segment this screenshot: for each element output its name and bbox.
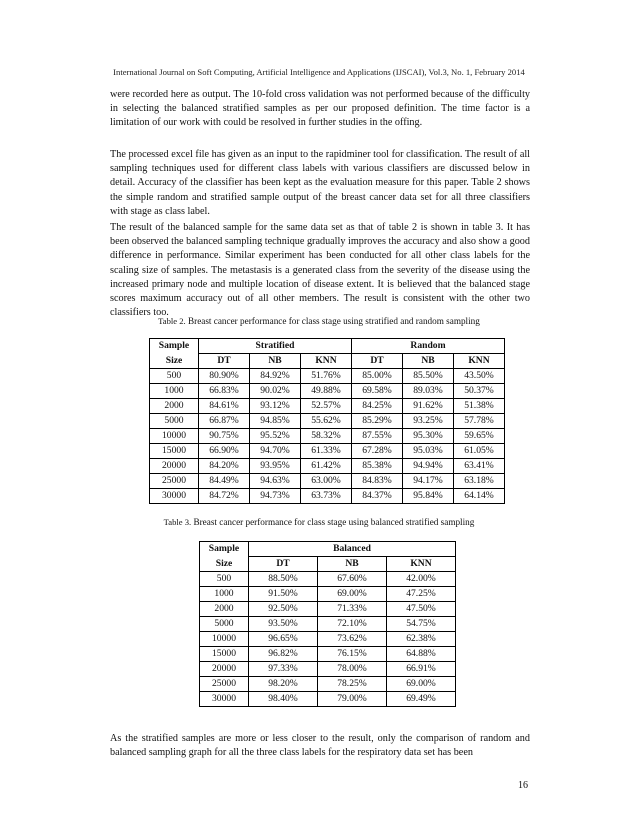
table3-sample-size: 30000 (200, 692, 249, 707)
table3-cell: 54.75% (387, 617, 456, 632)
table2-cell: 63.73% (301, 489, 352, 504)
table2-cell: 63.00% (301, 474, 352, 489)
table3-cell: 88.50% (249, 572, 318, 587)
table3-cell: 93.50% (249, 617, 318, 632)
table3-cell: 91.50% (249, 587, 318, 602)
table2-cell: 63.18% (454, 474, 505, 489)
table2-cell: 58.32% (301, 429, 352, 444)
table2-col-header: NB (250, 354, 301, 369)
table2-cell: 93.25% (403, 414, 454, 429)
table2-cell: 69.58% (352, 384, 403, 399)
table2-sample-size: 5000 (150, 414, 199, 429)
table2-col-header: DT (352, 354, 403, 369)
table2-row (150, 369, 505, 384)
table2-cell: 94.70% (250, 444, 301, 459)
table2-cell: 66.90% (199, 444, 250, 459)
table2-cell: 94.94% (403, 459, 454, 474)
table2-col-header: KNN (454, 354, 505, 369)
table2-cell: 93.12% (250, 399, 301, 414)
table2-sample-size: 1000 (150, 384, 199, 399)
table3-row (200, 647, 456, 662)
table2-row (150, 414, 505, 429)
table3-cell: 76.15% (318, 647, 387, 662)
table2-cell: 43.50% (454, 369, 505, 384)
table3-cell: 64.88% (387, 647, 456, 662)
table2-cell: 84.72% (199, 489, 250, 504)
table3-cell: 92.50% (249, 602, 318, 617)
table2-sample-size: 30000 (150, 489, 199, 504)
table3-row (200, 617, 456, 632)
table2-cell: 57.78% (454, 414, 505, 429)
table2-cell: 84.20% (199, 459, 250, 474)
table2-cell: 93.95% (250, 459, 301, 474)
table2-row (150, 444, 505, 459)
table3-sample-size: 15000 (200, 647, 249, 662)
table2-row (150, 399, 505, 414)
table2-cell: 59.65% (454, 429, 505, 444)
table2-group-stratified: Stratified (199, 339, 352, 354)
table2-sample-size: 10000 (150, 429, 199, 444)
table2-cell: 66.83% (199, 384, 250, 399)
table3-cell: 73.62% (318, 632, 387, 647)
table3-col-header: KNN (387, 557, 456, 572)
table2-sample-size: 2000 (150, 399, 199, 414)
table2-cell: 84.49% (199, 474, 250, 489)
table3-sample-size: 5000 (200, 617, 249, 632)
table2-sample-size: 25000 (150, 474, 199, 489)
table2 (149, 338, 505, 504)
table2-sample-size: 500 (150, 369, 199, 384)
table2-cell: 50.37% (454, 384, 505, 399)
table3-cell: 67.60% (318, 572, 387, 587)
table2-cell: 84.25% (352, 399, 403, 414)
table2-cell: 61.05% (454, 444, 505, 459)
table2-cell: 95.52% (250, 429, 301, 444)
table2-cell: 84.83% (352, 474, 403, 489)
table2-cell: 95.03% (403, 444, 454, 459)
table3-cell: 62.38% (387, 632, 456, 647)
table2-cell: 67.28% (352, 444, 403, 459)
table3-cell: 78.00% (318, 662, 387, 677)
table3-sample-size: 20000 (200, 662, 249, 677)
table2-cell: 89.03% (403, 384, 454, 399)
table2-cell: 84.37% (352, 489, 403, 504)
table2-cell: 85.00% (352, 369, 403, 384)
table3-cell: 96.65% (249, 632, 318, 647)
table2-col-header: NB (403, 354, 454, 369)
table2-cell: 51.76% (301, 369, 352, 384)
paragraph-1: were recorded here as output. The 10-fold cross validation was not performed because of the difficulty in selecting the balanced stratified samples as per our proposed definition. The time factor is a limitation of our work with could be resolved in further studies in the offing. (110, 89, 530, 129)
table3-cell: 42.00% (387, 572, 456, 587)
table2-row (150, 489, 505, 504)
table3-cell: 97.33% (249, 662, 318, 677)
table3-sample-header: Sample (200, 542, 249, 557)
table2-row (150, 459, 505, 474)
table3-sample-size: 2000 (200, 602, 249, 617)
table3-row (200, 677, 456, 692)
table3-col-header: NB (318, 557, 387, 572)
table3-row (200, 602, 456, 617)
table2-label: Table 2. (158, 316, 186, 326)
table2-sample-header: Sample (150, 339, 199, 354)
table3-cell: 69.00% (318, 587, 387, 602)
table2-cell: 90.75% (199, 429, 250, 444)
paragraph-3: The result of the balanced sample for the same data set as that of table 2 is shown in table 3. It has been observed the balanced sampling technique gradually improves the accuracy and also show a good difference in performance. Similar experiment has been conducted for all other class labels for the scaling size of samples. The metastasis is a generated class from the severity of the disease using the increased primary node and multiple location of disease extent. It is believed that the balanced stage scores maximum accuracy out of all other members. The result is consistent with the other two classifiers too. (110, 222, 530, 319)
table2-cell: 61.42% (301, 459, 352, 474)
table2-sample-size: 20000 (150, 459, 199, 474)
table2-cell: 63.41% (454, 459, 505, 474)
paragraph-2: The processed excel file has given as an input to the rapidminer tool for classification. The result of all sampling techniques used for different class labels with various classifiers are discussed below in detail. Accuracy of the classifier has been kept as the evaluation measure for this paper. Table 2 shows the simple random and stratified sample output of the breast cancer data set for all three classifiers with stage as class label. (110, 149, 530, 217)
table3-caption-text: Breast cancer performance for class stage using balanced stratified sampling (193, 517, 475, 527)
table2-cell: 95.84% (403, 489, 454, 504)
table2-caption-text: Breast cancer performance for class stage using stratified and random sampling (188, 316, 480, 326)
table3-row (200, 572, 456, 587)
table2-cell: 85.38% (352, 459, 403, 474)
table2-row (150, 474, 505, 489)
table2-col-header: KNN (301, 354, 352, 369)
table2-size-header: Size (150, 354, 199, 369)
table2-cell: 94.63% (250, 474, 301, 489)
table3-label: Table 3. (163, 517, 192, 527)
table2-cell: 64.14% (454, 489, 505, 504)
table2-cell: 80.90% (199, 369, 250, 384)
paragraph-4: As the stratified samples are more or less closer to the result, only the comparison of random and balanced sampling graph for all the three class labels for the respiratory data set has been (110, 733, 530, 759)
table3-cell: 69.49% (387, 692, 456, 707)
table3-cell: 96.82% (249, 647, 318, 662)
page-number: 16 (518, 780, 528, 791)
table2-cell: 55.62% (301, 414, 352, 429)
table3-cell: 98.20% (249, 677, 318, 692)
table2-cell: 87.55% (352, 429, 403, 444)
table2-cell: 51.38% (454, 399, 505, 414)
table2-row (150, 384, 505, 399)
table2-cell: 85.29% (352, 414, 403, 429)
table3-cell: 66.91% (387, 662, 456, 677)
table2-cell: 49.88% (301, 384, 352, 399)
table3-cell: 79.00% (318, 692, 387, 707)
table2-cell: 94.73% (250, 489, 301, 504)
table2-group-random: Random (352, 339, 505, 354)
table3-row (200, 632, 456, 647)
table3-row (200, 587, 456, 602)
table2-cell: 94.17% (403, 474, 454, 489)
journal-header: International Journal on Soft Computing, Artificial Intelligence and Applications (IJSCAI), Vol.3, No. 1, February 2014 (113, 67, 525, 77)
table2-cell: 91.62% (403, 399, 454, 414)
table3-cell: 69.00% (387, 677, 456, 692)
table2-cell: 84.92% (250, 369, 301, 384)
table3-sample-size: 1000 (200, 587, 249, 602)
table2-col-header: DT (199, 354, 250, 369)
table3-cell: 72.10% (318, 617, 387, 632)
table3-row (200, 662, 456, 677)
table3-size-header: Size (200, 557, 249, 572)
table2-sample-size: 15000 (150, 444, 199, 459)
table2-caption (0, 316, 638, 326)
table3-group-balanced: Balanced (249, 542, 456, 557)
table3-cell: 78.25% (318, 677, 387, 692)
table2-cell: 95.30% (403, 429, 454, 444)
table2-cell: 94.85% (250, 414, 301, 429)
table3-cell: 47.50% (387, 602, 456, 617)
table3-sample-size: 25000 (200, 677, 249, 692)
table2-row (150, 429, 505, 444)
table3-col-header: DT (249, 557, 318, 572)
table3-cell: 47.25% (387, 587, 456, 602)
table2-cell: 85.50% (403, 369, 454, 384)
table3 (199, 541, 456, 707)
table3-caption (0, 517, 638, 527)
table3-sample-size: 500 (200, 572, 249, 587)
table3-cell: 98.40% (249, 692, 318, 707)
table2-cell: 66.87% (199, 414, 250, 429)
table2-cell: 61.33% (301, 444, 352, 459)
table3-row (200, 692, 456, 707)
table2-cell: 52.57% (301, 399, 352, 414)
table3-sample-size: 10000 (200, 632, 249, 647)
table3-cell: 71.33% (318, 602, 387, 617)
table2-cell: 84.61% (199, 399, 250, 414)
table2-cell: 90.02% (250, 384, 301, 399)
